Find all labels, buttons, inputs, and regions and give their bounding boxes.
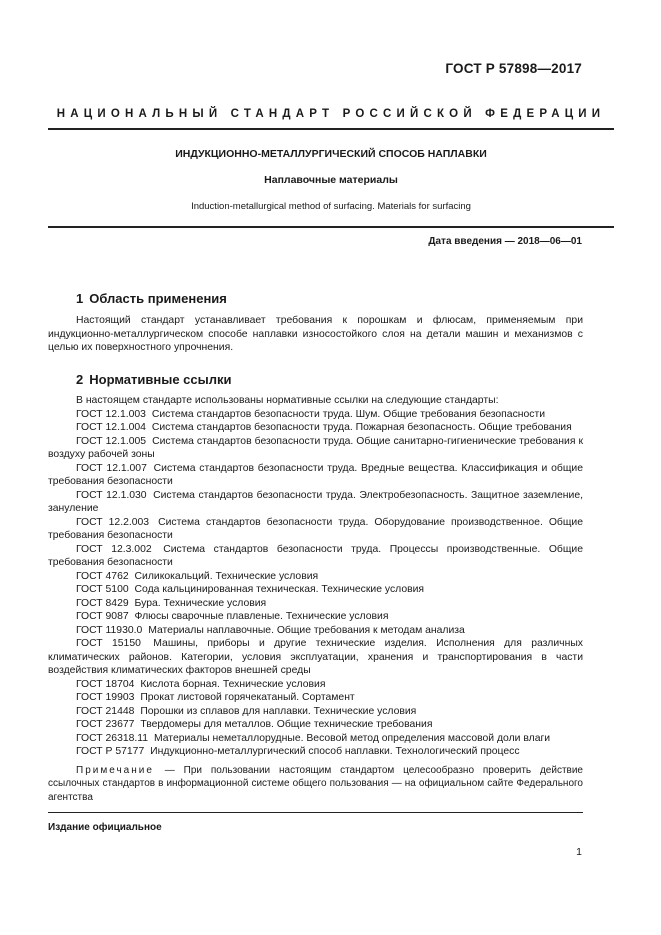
reference-code: ГОСТ 12.1.005 (76, 435, 147, 447)
section-title: Нормативные ссылки (89, 372, 232, 387)
reference-title: Сода кальцинированная техническая. Технические условия (134, 584, 425, 595)
reference-title: Система стандартов безопасности труда. Оборудование производственное. Общие требования безопасности (48, 516, 584, 541)
reference-item (48, 421, 583, 435)
reference-item (48, 435, 583, 462)
reference-code: ГОСТ 12.1.030 (76, 489, 147, 501)
header-rule-top (48, 128, 614, 130)
reference-title: Порошки из сплавов для наплавки. Технические условия (140, 705, 417, 717)
reference-item (48, 516, 583, 543)
reference-title: Бура. Технические условия (134, 597, 267, 609)
reference-item (48, 543, 583, 570)
reference-item (48, 570, 583, 584)
references-intro: В настоящем стандарте использованы нормативные ссылки на следующие стандарты: (76, 395, 499, 406)
reference-item (48, 462, 583, 489)
reference-title: Система стандартов безопасности труда. Пожарная безопасность. Общие требования (151, 422, 572, 433)
references-list (48, 408, 583, 759)
reference-item (48, 745, 583, 759)
reference-title: Твердомеры для металлов. Общие технические требования (140, 719, 433, 730)
reference-code: ГОСТ 12.2.003 (76, 516, 150, 528)
reference-code: ГОСТ 12.1.007 (76, 462, 147, 474)
note-label: Примечание (76, 764, 154, 776)
reference-item (48, 691, 583, 705)
reference-item (48, 637, 583, 678)
reference-code: ГОСТ 18704 (76, 678, 135, 690)
note-text: — При пользовании настоящим стандартом целесообразно проверить действие ссылочных стандартов в информационной системе общего пользования — на официальном сайте Федерального агентства (48, 764, 583, 803)
reference-code: ГОСТ 9087 (76, 611, 129, 622)
reference-title: Кислота борная. Технические условия (140, 678, 326, 690)
page-number: 1 (576, 846, 582, 858)
reference-item (48, 678, 583, 692)
standard-title: ИНДУКЦИОННО-МЕТАЛЛУРГИЧЕСКИЙ СПОСОБ НАПЛАВКИ (175, 148, 487, 160)
reference-code: ГОСТ 4762 (76, 570, 129, 582)
reference-item (48, 732, 583, 746)
reference-item (48, 624, 583, 638)
reference-item (48, 408, 583, 422)
reference-title: Силикокальций. Технические условия (134, 570, 319, 582)
reference-code: ГОСТ Р 57177 (76, 746, 145, 757)
reference-code: ГОСТ 12.1.003 (76, 408, 146, 420)
reference-code: ГОСТ 26318.11 (76, 732, 149, 744)
footer-rule (48, 812, 583, 813)
section-2-body (48, 394, 583, 804)
section-1-heading (76, 291, 227, 306)
reference-code: ГОСТ 5100 (76, 584, 129, 595)
reference-title: Машины, приборы и другие технические изделия. Исполнения для различных климатических районов. Категории, условия эксплуатации, хранения и транспортирования в части воздействия климатических факторов внешней среды (48, 638, 583, 676)
reference-code: ГОСТ 23677 (76, 719, 135, 730)
reference-title: Система стандартов безопасности труда. Процессы производственные. Общие требования безопасности (48, 543, 583, 568)
reference-code: ГОСТ 12.1.004 (76, 422, 146, 433)
reference-title: Материалы наплавочные. Общие требования к методам анализа (148, 624, 465, 636)
national-standard-banner: НАЦИОНАЛЬНЫЙ СТАНДАРТ РОССИЙСКОЙ ФЕДЕРАЦИИ (56, 108, 606, 120)
document-number: ГОСТ Р 57898—2017 (445, 61, 582, 76)
official-edition-label: Издание официальное (48, 822, 162, 833)
section-1-body (48, 314, 583, 355)
reference-item (48, 610, 583, 624)
reference-title: Система стандартов безопасности труда. Шум. Общие требования безопасности (151, 408, 546, 420)
reference-item (48, 718, 583, 732)
reference-title: Материалы неметаллорудные. Весовой метод определения массовой доли влаги (153, 732, 551, 744)
reference-code: ГОСТ 19903 (76, 692, 135, 703)
header-rule-bottom (48, 226, 614, 228)
reference-title: Флюсы сварочные плавленые. Технические условия (134, 611, 389, 622)
english-title: Induction-metallurgical method of surfacing. Materials for surfacing (191, 201, 471, 212)
section-title: Область применения (89, 291, 227, 306)
note-paragraph (48, 764, 583, 805)
reference-item (48, 597, 583, 611)
reference-title: Система стандартов безопасности труда. Электробезопасность. Защитное заземление, зануление (48, 489, 584, 514)
reference-title: Индукционно-металлургический способ наплавки. Технологический процесс (150, 746, 520, 757)
standard-subtitle: Наплавочные материалы (264, 174, 398, 186)
reference-code: ГОСТ 11930.0 (76, 624, 143, 636)
section-number: 1 (76, 291, 84, 306)
reference-code: ГОСТ 15150 (76, 638, 141, 649)
section-number: 2 (76, 372, 84, 387)
reference-title: Система стандартов безопасности труда. Общие санитарно-гигиенические требования к воздуху рабочей зоны (48, 435, 583, 460)
introduction-date: Дата введения — 2018—06—01 (428, 236, 582, 247)
reference-code: ГОСТ 8429 (76, 597, 129, 609)
reference-title: Система стандартов безопасности труда. Вредные вещества. Классификация и общие требования безопасности (48, 462, 583, 487)
reference-item (48, 489, 583, 516)
section-2-heading (76, 372, 231, 387)
reference-code: ГОСТ 12.3.002 (76, 543, 152, 555)
reference-code: ГОСТ 21448 (76, 705, 135, 717)
reference-title: Прокат листовой горячекатаный. Сортамент (140, 692, 355, 703)
reference-item (48, 583, 583, 597)
reference-item (48, 705, 583, 719)
scope-paragraph: Настоящий стандарт устанавливает требования к порошкам и флюсам, применяемым при индукционно-металлургическом способе наплавки износостойкого слоя на детали машин и механизмов с целью их поверхностного упрочнения. (48, 315, 583, 353)
